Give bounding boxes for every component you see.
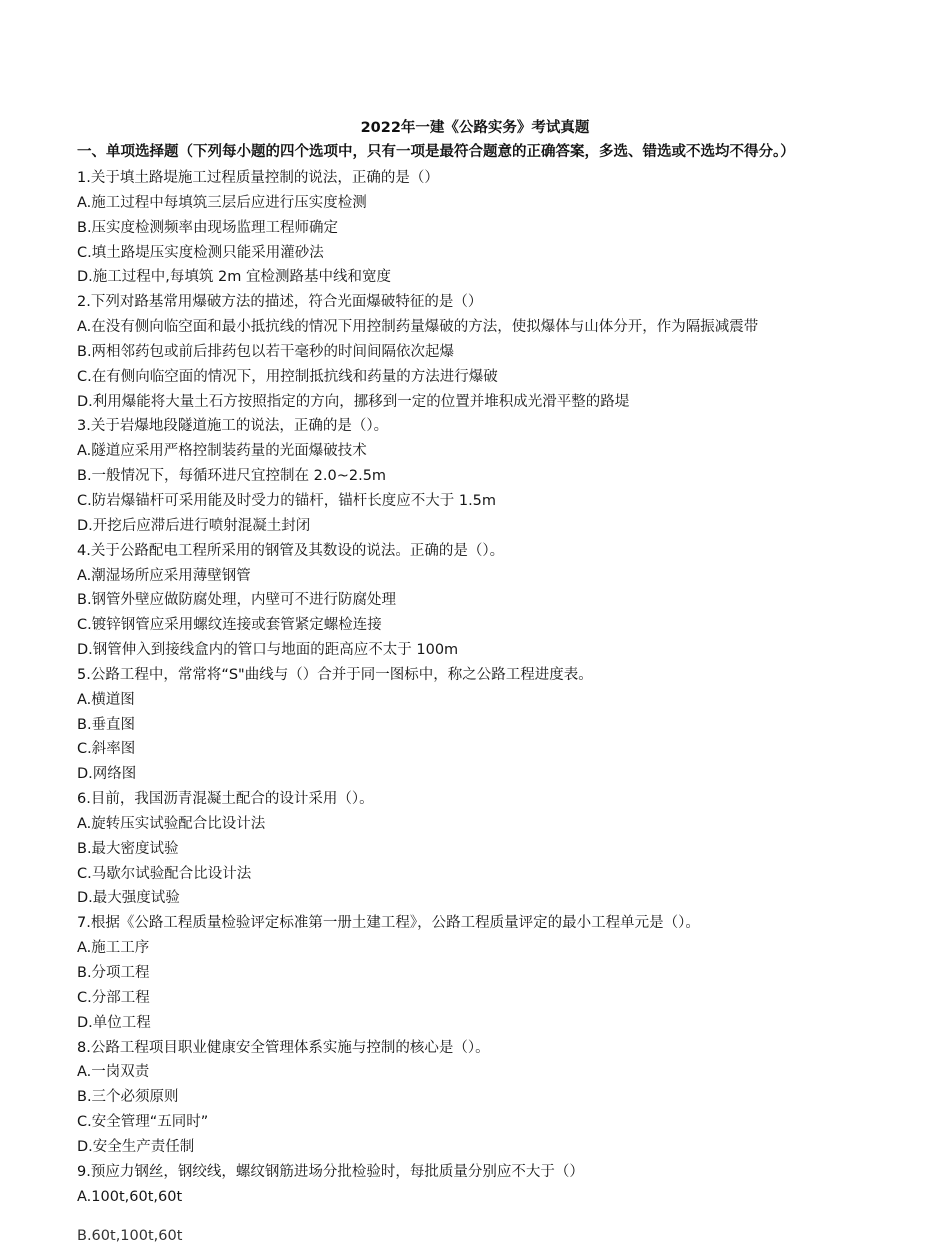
answer-option: B.最大密度试验 (77, 840, 179, 857)
question-stem: 6.目前，我国沥青混凝土配合的设计采用（）。 (77, 791, 374, 808)
answer-option: D.单位工程 (77, 1014, 151, 1031)
answer-option: A.施工工序 (77, 940, 150, 957)
answer-option: D.施工过程中,每填筑 2m 宜检测路基中线和宽度 (77, 269, 391, 286)
answer-option: B.两相邻药包或前后排药包以若干毫秒的时间间隔依次起爆 (77, 343, 455, 360)
answer-option: A.旋转压实试验配合比设计法 (77, 815, 266, 832)
answer-option: B.垂直图 (77, 716, 136, 733)
question-stem: 8.公路工程项目职业健康安全管理体系实施与控制的核心是（）。 (77, 1039, 490, 1056)
answer-option: D.钢管伸入到接线盒内的管口与地面的距高应不太于 100m (77, 642, 459, 659)
answer-option: C.分部工程 (77, 989, 150, 1006)
question-stem: 5.公路工程中，常常将“S"曲线与（）合并于同一图标中，称之公路工程进度表。 (77, 666, 593, 683)
answer-option: C.防岩爆锚杆可采用能及时受力的锚杆，锚杆长度应不大于 1.5m (77, 492, 497, 509)
answer-option: B.钢管外壁应做防腐处理，内壁可不进行防腐处理 (77, 592, 397, 609)
answer-option: A.100t,60t,60t (77, 1188, 183, 1205)
question-list (77, 166, 937, 1209)
answer-option: A.一岗双责 (77, 1064, 150, 1081)
answer-option: C.安全管理“五同时” (77, 1114, 209, 1131)
answer-option: A.施工过程中每填筑三层后应进行压实度检测 (77, 194, 367, 211)
answer-option: D.网络图 (77, 766, 137, 783)
answer-option: A.在没有侧向临空面和最小抵抗线的情况下用控制药量爆破的方法，使拟爆体与山体分开，作为隔振减震带 (77, 319, 759, 336)
section-heading: 一、单项选择题（下列每小题的四个选项中，只有一项是最符合题意的正确答案，多选、错选或不选均不得分。） (77, 144, 795, 160)
answer-option: A.潮湿场所应采用薄壁钢管 (77, 567, 251, 584)
answer-option: D.安全生产责任制 (77, 1138, 195, 1155)
answer-option: C.镀锌钢管应采用螺纹连接或套管紧定螺检连接 (77, 617, 382, 634)
answer-option: D.利用爆能将大量土石方按照指定的方向，挪移到一定的位置并堆积成光滑平整的路堤 (77, 393, 630, 410)
answer-option: C.斜率图 (77, 741, 136, 758)
answer-option: C.马歇尔试验配合比设计法 (77, 865, 252, 882)
answer-option: B.压实度检测频率由现场监理工程师确定 (77, 219, 339, 236)
question-stem: 1.关于填土路堤施工过程质量控制的说法，正确的是（） (77, 170, 439, 186)
answer-option: B.三个必须原则 (77, 1089, 179, 1106)
answer-option: B.一般情况下，每循环进尺宜控制在 2.0~2.5m (77, 468, 387, 485)
cut-off-line: B.60t,100t,60t (77, 1228, 183, 1244)
question-stem: 3.关于岩爆地段隧道施工的说法，正确的是（）。 (77, 418, 389, 435)
question-stem: 4.关于公路配电工程所采用的钢管及其数设的说法。正确的是（）。 (77, 542, 505, 559)
question-stem: 2.下列对路基常用爆破方法的描述，符合光面爆破特征的是（） (77, 294, 483, 311)
question-stem: 9.预应力钢丝，钢绞线，螺纹钢筋进场分批检验时，每批质量分别应不大于（） (77, 1163, 584, 1180)
document-title: 2022年一建《公路实务》考试真题 (360, 120, 590, 136)
answer-option: D.最大强度试验 (77, 890, 180, 907)
question-stem: 7.根据《公路工程质量检验评定标准第一册土建工程》，公路工程质量评定的最小工程单元是（）。 (77, 915, 700, 932)
answer-option: C.在有侧向临空面的情况下，用控制抵抗线和药量的方法进行爆破 (77, 368, 498, 385)
answer-option: A.横道图 (77, 691, 135, 708)
answer-option: C.填土路堤压实度检测只能采用灌砂法 (77, 244, 324, 261)
answer-option: D.开挖后应滞后进行喷射混凝土封闭 (77, 517, 311, 534)
answer-option: B.分项工程 (77, 965, 150, 981)
answer-option: A.隧道应采用严格控制装药量的光面爆破技术 (77, 443, 367, 460)
